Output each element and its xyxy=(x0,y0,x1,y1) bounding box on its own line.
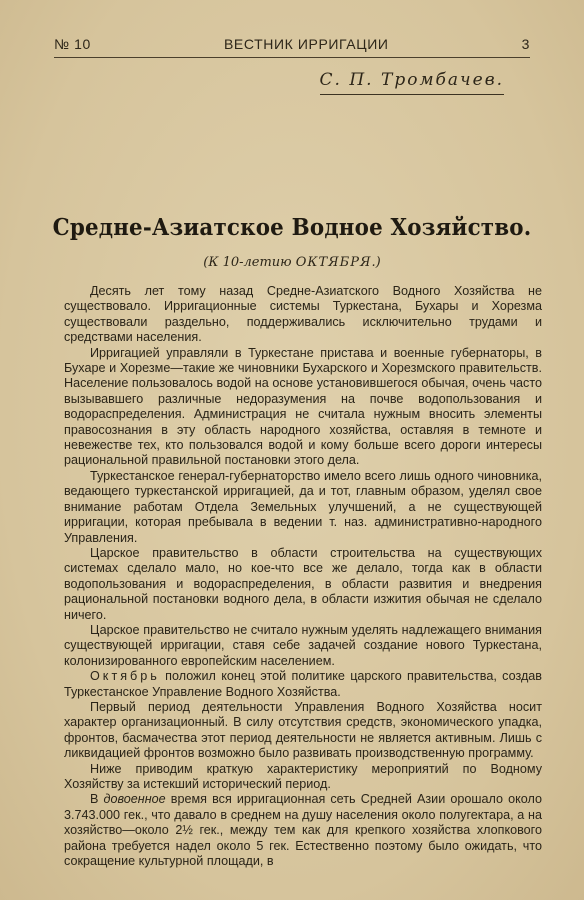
subtitle-caps: ОКТЯБРЯ xyxy=(295,255,372,270)
paragraph-9-text: время вся ирригационная сеть Средней Азии орошало около 3.743.000 гек., что давало в среднем на душу населения около полугектара, а на хозяйство—около 2½ гек., между тем как для крепкого хозяйства хлопкового района требуется надел около 5 гек. Естественно поэтому было ожидать, что сокращение культурной площади, в xyxy=(64,792,542,869)
paragraph-6-lead: Октябрь xyxy=(90,669,160,684)
paragraph-2: Ирригацией управляли в Туркестане пристава и военные губернаторы, в Бухаре и Хорезме—такие же чиновники Бухарского и Хорезмского правительств. Население пользовалось водой на основе установившегося обычая, очень часто вызывавшего различные недоразумения на почве водопользования и водораспределения. Администрация не считала нужным вносить элементы правосознания в эту область народного хозяйства, оставляя в темноте и невежестве тех, кто пользовался водой и кому больше всего дороги интересы рациональной правильной постановки этого дела. xyxy=(64,345,542,468)
running-header xyxy=(54,36,530,52)
subtitle-prefix: К 10-летию xyxy=(208,255,296,270)
paragraph-3: Туркестанское генерал-губернаторство имело всего лишь одного чиновника, ведающего туркестанской ирригацией, да и тот, главным образом, уделял свое внимание работам Отдела Земельных улучшений, а не существующей ирригации, которая пребывала в ведении т. наз. административно-народного Управления. xyxy=(64,468,542,545)
header-divider xyxy=(54,57,530,58)
journal-name: ВЕСТНИК ИРРИГАЦИИ xyxy=(223,36,389,52)
paragraph-4: Царское правительство в области строительства на существующих системах сделало мало, но кое-что все же делало, тогда как в области водопользования и водораспределения, в области развития и внедрения рациональной постановки водного дела, в области изжития обычая не сделало ничего. xyxy=(64,545,542,622)
page-number: 3 xyxy=(521,36,530,52)
paragraph-6 xyxy=(64,669,542,700)
paragraph-8: Ниже приводим краткую характеристику мероприятий по Водному Хозяйству за истекший исторический период. xyxy=(64,761,542,791)
paragraph-1: Десять лет тому назад Средне-Азиатского Водного Хозяйства не существовало. Ирригационные системы Туркестана, Бухары и Хорезма существовали раздельно, поддерживались исключительно трудами и средствами населения. xyxy=(64,284,542,345)
paragraph-7: Первый период деятельности Управления Водного Хозяйства носит характер организационный. В силу отсутствия средств, экономического упадка, фронтов, басмачества этот период деятельности не является активным. Лишь с ликвидацией фронтов возможно было развивать производственную программу. xyxy=(64,699,542,761)
article-subtitle xyxy=(0,255,584,270)
author-name: С. П. Тромбачев. xyxy=(320,70,504,95)
paragraph-5: Царское правительство не считало нужным уделять надлежащего внимания существующей ирригации, ставя себе задачей создание нового Туркестана, колонизированного европейским населением. xyxy=(64,622,542,668)
issue-number: № 10 xyxy=(54,36,91,52)
paragraph-9-start: В xyxy=(90,792,104,807)
subtitle-close: .) xyxy=(371,255,381,270)
paragraph-6-text: положил конец этой политике царского правительства, создав Туркестанское Управление Водного Хозяйства. xyxy=(64,669,542,699)
subtitle-open: ( xyxy=(203,255,209,270)
paragraph-9-italic: довоенное xyxy=(103,792,166,807)
article-title: Средне-Азиатское Водное Хозяйство. xyxy=(52,214,532,241)
paragraph-9 xyxy=(64,792,542,869)
article-body xyxy=(64,284,542,869)
